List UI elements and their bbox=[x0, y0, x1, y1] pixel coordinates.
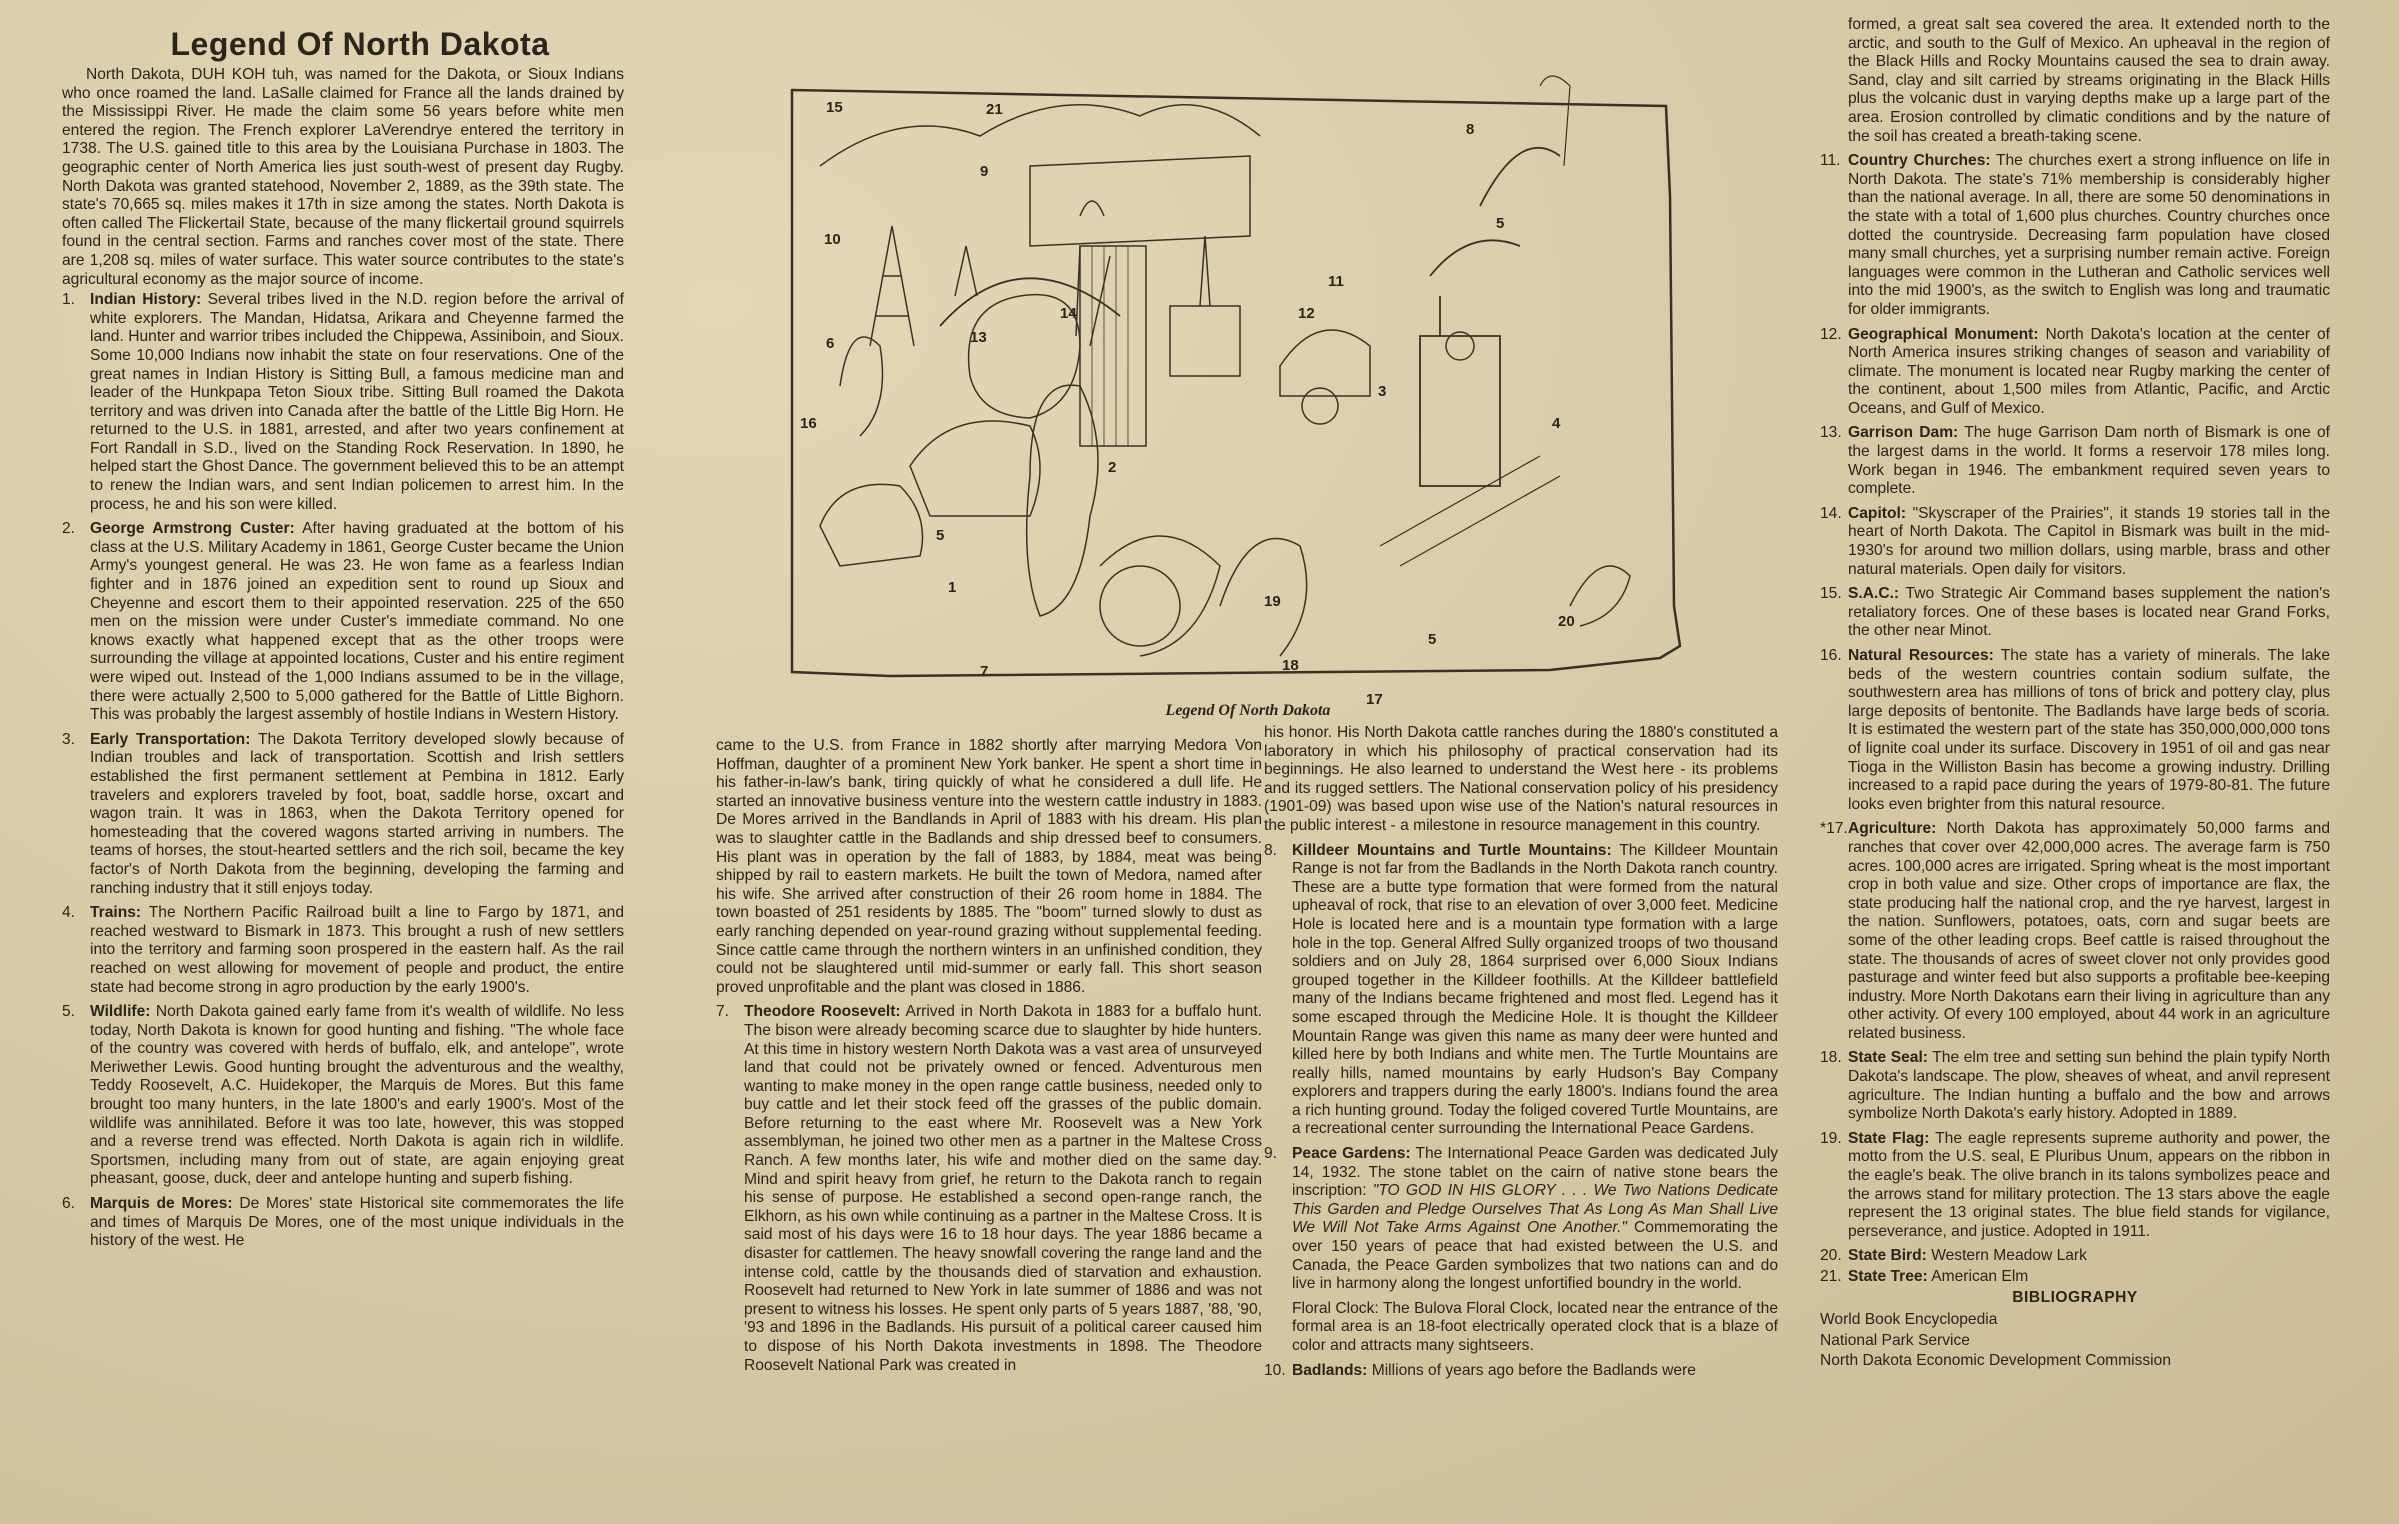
entry-garrison-dam: 13. Garrison Dam: The huge Garrison Dam north of Bismark is one of the largest dams in the world. It forms a reservoir 178 miles long. Work began in 1946. The embankment required seven years to complete. bbox=[1820, 424, 2330, 498]
oil-derrick-left bbox=[870, 226, 914, 346]
column-1 bbox=[62, 66, 624, 1257]
badlands-hills bbox=[820, 105, 1260, 166]
map-label-12: 12 bbox=[1298, 305, 1315, 322]
cowboy-figure bbox=[840, 337, 883, 436]
entry-natural-resources: 16. Natural Resources: The state has a variety of minerals. The lake beds of the western countries contain sodium sulfate, the southwestern area has millions of tons of brick and pottery clay, plus large deposits of bentonite. The Badlands have large beds of scoria. It is estimated the western part of the state has 350,000,000,000 tons of lignite coal under its surface. Discovery in 1951 of oil and gas near Tioga in the Williston Basin has become a growing industry. Drilling increased to a rapid pace during the years of 1979-80-81. The future looks even brighter from this natural resource. bbox=[1820, 647, 2330, 813]
entry-marquis-de-mores: 6. Marquis de Mores: De Mores' state Historical site commemorates the life and times of Marquis De Mores, one of the most unique individuals in the history of the west. He bbox=[62, 1195, 624, 1250]
oil-derrick-center bbox=[955, 246, 977, 296]
map-label-8: 8 bbox=[1466, 121, 1475, 138]
entry-marquis-de-mores-continued: came to the U.S. from France in 1882 shortly after marrying Medora Von Hoffman, daughter of a prominent New York banker. He spent a short time in his father-in-law's bank, tiring quickly of what he considered a dull life. He started an innovative business venture into the western cattle industry in 1883. De Mores arrived in the Bandlands in April of 1883 with his dream. His plan was to slaughter cattle in the Badlands and ship dressed beef to consumers. His plant was in operation by the fall of 1883, by 1884, meat was being shipped by rail to eastern markets. He built the town of Medora, named after his wife. She arrived after construction of their 26 room home in 1884. The town boasted of 251 residents by 1885. The "boom" turned slowly to dust as early ranching depended on year-round grazing without supplemental feeding. Since cattle came through the northern winters in an unfinished condition, they could not be slaughtered until mid-summer or early fall. This short season proved unprofitable and the plant was closed in 1886. bbox=[716, 737, 1262, 996]
bibliography-entry: World Book Encyclopedia bbox=[1820, 1311, 1998, 1329]
geese-flight bbox=[1430, 148, 1560, 276]
entry-theodore-roosevelt-continued: his honor. His North Dakota cattle ranches during the 1880's constituted a laboratory in which his philosophy of practical conservation had its beginnings. He also learned to understand the West here - its problems and its rugged settlers. The National conservation policy of his presidency (1901-09) was based upon wise use of the Nation's natural resources in the public interest - a milestone in resource management in this country. bbox=[1264, 724, 1778, 834]
entry-state-tree: 21. State Tree: American Elm bbox=[1820, 1268, 2029, 1285]
map-label-18: 18 bbox=[1282, 657, 1299, 674]
custer-hat bbox=[940, 278, 1120, 326]
fort-wall bbox=[1030, 156, 1250, 246]
entry-custer: 2. George Armstrong Custer: After having graduated at the bottom of his class at the U.S. Military Academy in 1861, George Custer became the Union Army's youngest general. He was 23. He won fame as a fearless Indian fighter and in 1876 joined an expedition sent to round up Sioux and Cheyenne and escort them to their appointed reservation. 225 of the 650 men on the mission were under Custer's immediate command. No one knows exactly what happened except that as the other troops were surrounding the village at appointed locations, Custer and his entire regiment were wiped out. Instead of the 1,000 Indians assumed to be in the village, there were actually 2,500 to 5,000 gathered for the Battle of Little Bighorn. This was probably the largest assembly of hostile Indians in Western History. bbox=[62, 520, 624, 724]
map-label-15: 15 bbox=[826, 99, 843, 116]
map-label-2: 2 bbox=[1108, 459, 1117, 476]
entry-capitol: 14. Capitol: "Skyscraper of the Prairies", it stands 19 stories tall in the heart of North Dakota. The Capitol in Bismark was built in the mid-1930's for around two million dollars, using marble, brass and other natural materials. Open daily for visitors. bbox=[1820, 504, 2330, 578]
buffalo-right bbox=[910, 421, 1040, 516]
map-label-13: 13 bbox=[970, 329, 987, 346]
state-outline bbox=[792, 90, 1680, 676]
entry-early-transportation: 3. Early Transportation: The Dakota Territory developed slowly because of Indian troubles and lack of transportation. Scottish and Irish settlers established the first permanent settlement at Pembina in 1812. Early travelers and explorers traveled by foot, boat, saddle horse, oxcart and wagon train. It was in 1863, when the Dakota Territory opened for homesteading that the covered wagons started arriving in numbers. The teams of horses, the stout-hearted settlers and the rich soil, became the key factor's of North Dakota from the beginning, developing the farming and ranching industry that it still enjoys today. bbox=[62, 730, 624, 897]
column-4 bbox=[1820, 16, 2330, 1373]
covered-wagon bbox=[1280, 330, 1370, 396]
entry-agriculture: *17.Agriculture: North Dakota has approximately 50,000 farms and ranches that cover over 42,000,000 acres. The average farm is 750 acres. 100,000 acres are irrigated. Spring wheat is the most important crop in both value and size. Other crops of importance are flax, the state producing half the national crop, and the rye harvest, largest in the nation. Sunflowers, potatoes, oats, corn and sugar beets are some of the other leading crops. Beef cattle is raised throughout the state. The thousands of acres of sweet clover not only provides good pasturage and winter feed but also supports a profitable bee-keeping industry. More North Dakotans earn their living in agriculture than any other activity. Of every 100 employed, about 44 work in an agriculture related business. bbox=[1820, 820, 2330, 1042]
entry-killdeer-turtle-mountains: 8. Killdeer Mountains and Turtle Mountains: The Killdeer Mountain Range is not far from the Badlands in the North Dakota ranch country. These are a butte type formation that were formed from the natural upheaval of rock, that rise to an elevation of over 3,000 feet. Medicine Hole is located here and is a mountain type formation with a large hole in the top. General Alfred Sully organized troops of two thousand soldiers and on July 28, 1864 surprised over 6,000 Sioux Indians grouped together in the Killdeer foothills. At the Killdeer battlefield many of the Indians became frightened and most fled. Legend has it some escaped through the Medicine Hole. It is thought the Killdeer Mountain Range was given this name as many deer were hunted and killed here by both Indians and white men. The Turtle Mountains are really hills, named mountains by early Hudson's Bay Company explorers and trappers during the early 1800's. Indians found the area a rich hunting ground. Today the foliged covered Turtle Mountains, are a recreational center surrounding the International Peace Gardens. bbox=[1264, 841, 1778, 1138]
map-label-7: 7 bbox=[980, 663, 989, 680]
map-label-6: 6 bbox=[826, 335, 835, 352]
column-2 bbox=[716, 737, 1262, 1381]
intro-paragraph: North Dakota, DUH KOH tuh, was named for the Dakota, or Sioux Indians who once roamed the land. LaSalle claimed for France all the lands drained by the Mississippi River. He made the claim some 56 years before white men entered the region. The French explorer LaVerendrye entered the territory in 1738. The U.S. gained title to this area by the Louisiana Purchase in 1803. The geographic center of North America lies just south-west of present day Rugby. North Dakota was granted statehood, November 2, 1889, as the 39th state. The state's 70,665 sq. miles makes it 17th in size among the states. North Dakota is often called The Flickertail State, because of the many flickertail ground squirrels found in the central section. Farms and ranches cover most of the state. There are 1,208 sq. miles of water surface. This water source contributes to the state's agricultural economy as the major source of income. bbox=[62, 66, 624, 288]
entry-state-bird: 20. State Bird: Western Meadow Lark bbox=[1820, 1247, 2087, 1265]
entry-wildlife: 5. Wildlife: North Dakota gained early fame from it's wealth of wildlife. No less today, North Dakota is known for good hunting and fishing. "The whole face of the country was covered with herds of buffalo, elk, and antelope", wrote Meriwether Lewis. Good hunting brought the adventurous and the wealthy, Teddy Roosevelt, A.C. Huidekoper, the Marquis de Mores. But this fame brought too many hunters, in the late 1800's and early 1900's. Most of the wildlife was annihilated. Before it was too late, however, this was stopped and a reverse trend was effected. North Dakota is again rich in wildlife. Sportsmen, including many from out of state, are again enjoying great pheasant, goose, duck, deer and antelope hunting and superb fishing. bbox=[62, 1003, 624, 1188]
north-dakota-illustration bbox=[780, 46, 1686, 730]
entry-badlands: 10. Badlands: Millions of years ago before the Badlands were bbox=[1264, 1361, 1696, 1379]
entry-indian-history: 1. Indian History: Several tribes lived in the N.D. region before the arrival of white explorers. The Mandan, Hidatsa, Arikara and Cheyenne farmed the land. Hunter and warrior tribes included the Chippewa, Assiniboin, and Sioux. Some 10,000 Indians now inhabit the state on four reservations. One of the great names in Indian History is Sitting Bull, a famous medicine man and leader of the Hunkpapa Teton Sioux tribe. Sitting Bull roamed the Dakota territory and was driven into Canada after the battle of the Little Big Horn. He returned to the U.S. in 1881, arrested, and after two years confinement at Fort Randall in S.D., lived on the Standing Rock Reservation. In 1890, he helped start the Ghost Dance. The government believed this to be an attempt to renew the Indian wars, and sent Indian policemen to arrest him. In the process, he and his son were killed. bbox=[62, 291, 624, 513]
state-seal bbox=[1100, 566, 1180, 646]
map-label-5-antelope: 5 bbox=[1428, 631, 1437, 648]
map-label-14: 14 bbox=[1060, 305, 1077, 322]
entry-floral-clock: Floral Clock: The Bulova Floral Clock, located near the entrance of the formal area is an 18-foot electrically operated clock that is a blaze of color and attracts many sightseers. bbox=[1292, 1299, 1778, 1354]
bibliography-entry: National Park Service bbox=[1820, 1331, 1970, 1349]
entry-geographical-monument: 12. Geographical Monument: North Dakota's location at the center of North America insures striking changes of season and variability of climate. The monument is located near Rugby marking the center of the continent, about 1,500 miles from Atlantic, Pacific, and Arctic Oceans, and Gulf of Mexico. bbox=[1820, 325, 2330, 417]
train-locomotive bbox=[1420, 296, 1500, 486]
map-label-9: 9 bbox=[980, 163, 989, 180]
entry-state-flag: 19. State Flag: The eagle represents supreme authority and power, the motto from the U.S. seal, E Pluribus Unum, appears on the ribbon in the eagle's beak. The olive branch in its talons symbolizes peace and the arrows stand for military protection. The 13 stars above the eagle represent the 13 original states. The blue field stands for vigilance, perseverance, and justice. Adopted in 1911. bbox=[1820, 1129, 2330, 1240]
map-label-20: 20 bbox=[1558, 613, 1575, 630]
entry-trains: 4. Trains: The Northern Pacific Railroad built a line to Fargo by 1871, and reached westward to Bismark in 1873. This brought a rush of new settlers into the territory and farming soon prospered in the eastern half. As the rail reached on west allowing for movement of people and product, the entire state had become strong in agro production by the early 1900's. bbox=[62, 904, 624, 996]
map-label-16: 16 bbox=[800, 415, 817, 432]
entry-state-seal: 18. State Seal: The elm tree and setting sun behind the plain typify North Dakota's landscape. The plow, sheaves of wheat, and anvil represent agriculture. The Indian hunting a buffalo and the bow and arrows symbolize North Dakota's early history. Adopted in 1889. bbox=[1820, 1049, 2330, 1123]
entry-theodore-roosevelt: 7. Theodore Roosevelt: Arrived in North Dakota in 1883 for a buffalo hunt. The bison were already becoming scarce due to slaughter by hide hunters. At this time in history western North Dakota was a vast area of unsurveyed land that could not be privately owned or fenced. Adventurous men wanting to make money in the open range cattle business, needed only to buy cattle and let their stock feed off the grasses of the public domain. Before returning to the east where Mr. Roosevelt was a New York assemblyman, he joined two other men as a partner in the Maltese Cross Ranch. A few months later, his wife and mother died on the same day. Mind and spirit heavy from grief, he return to the Dakota ranch to regain his sense of purpose. He established a second open-range ranch, the Elkhorn, as his own while continuing as a partner in the Maltese Cross. It is said most of his days were 16 to 18 hour days. The year 1886 became a disaster for cattlemen. The heavy snowfall covering the range land and the intense cold, cattle by the thousands died of starvation and exhaustion. Roosevelt had returned to New York in late summer of 1886 and was not present to witness his losses. He spent only parts of 5 years 1887, '88, '90, '93 and 1896 in the Badlands. His pursuit of a political career caused him to dispose of his North Dakota investments in 1898. The Theodore Roosevelt National Park was created in bbox=[716, 1003, 1263, 1374]
illustration-caption: Legend Of North Dakota bbox=[1165, 702, 1331, 719]
train-tracks bbox=[1380, 456, 1560, 566]
church bbox=[1170, 236, 1240, 376]
map-label-21: 21 bbox=[986, 101, 1003, 118]
buffalo-left bbox=[820, 484, 923, 566]
wagon-wheel bbox=[1302, 388, 1338, 424]
entry-country-churches: 11. Country Churches: The churches exert a strong influence on life in North Dakota. The state's 71% membership is considerably higher than the national average. In all, there are some 50 denominations in the state with a total of 1,600 plus churches. Country churches once dotted the countryside. Decreasing farm population have closed many small churches, yet a surprising number remain active. Foreign languages were common in the Lutheran and Catholic services well into the mid 1900's, as the switch to English was long and traumatic for older immigrants. bbox=[1820, 152, 2330, 318]
map-label-3: 3 bbox=[1378, 383, 1387, 400]
map-label-1: 1 bbox=[948, 579, 957, 596]
entry-peace-gardens: 9. Peace Gardens: The International Peace Garden was dedicated July 14, 1932. The stone tablet on the cairn of native stone bears the inscription: "TO GOD IN HIS GLORY . . . We Two Nations Dedicate This Garden and Pledge Ourselves That As Long As Man Shall Live We Will Not Take Arms Against One Another." Commemorating the over 150 years of peace that had existed between the U.S. and Canada, the Peace Garden symbolizes that two nations can and do live in harmony along the longest unfortified boundry in the world. bbox=[1264, 1145, 1778, 1293]
map-label-4: 4 bbox=[1552, 415, 1561, 432]
map-label-11: 11 bbox=[1328, 273, 1344, 290]
capitol-building bbox=[1080, 246, 1146, 446]
capitol-windows bbox=[1092, 246, 1128, 446]
map-label-10: 10 bbox=[824, 231, 841, 248]
column-3 bbox=[1264, 724, 1778, 1386]
page-title: Legend Of North Dakota bbox=[170, 26, 550, 62]
fort-arch bbox=[1080, 201, 1104, 216]
map-label-17: 17 bbox=[1366, 691, 1383, 708]
map-label-5-buffalo: 5 bbox=[936, 527, 945, 544]
entry-badlands-continued: formed, a great salt sea covered the area. It extended north to the arctic, and south to the Gulf of Mexico. An upheaval in the region of the Black Hills and Rocky Mountains caused the sea to drain away. Sand, clay and silt carried by streams originating in the Black Hills plus the volcanic dust in varying depths make up a large part of the area. Erosion controlled by climatic conditions and by the nature of the soil has created a breath-taking scene. bbox=[1848, 16, 2330, 145]
entry-sac: 15. S.A.C.: Two Strategic Air Command bases supplement the nation's retaliatory forces. One of these bases is located near Grand Forks, the other near Minot. bbox=[1820, 585, 2330, 640]
meadowlark bbox=[1570, 566, 1630, 626]
map-label-19: 19 bbox=[1264, 593, 1281, 610]
sitting-bull-portrait bbox=[1027, 385, 1098, 616]
feathers bbox=[1076, 246, 1110, 346]
map-label-5-geese: 5 bbox=[1496, 215, 1505, 232]
bibliography-entry: North Dakota Economic Development Commission bbox=[1820, 1352, 2171, 1370]
eagle-flag bbox=[1100, 536, 1220, 656]
bibliography-title: BIBLIOGRAPHY bbox=[2012, 1288, 2138, 1306]
